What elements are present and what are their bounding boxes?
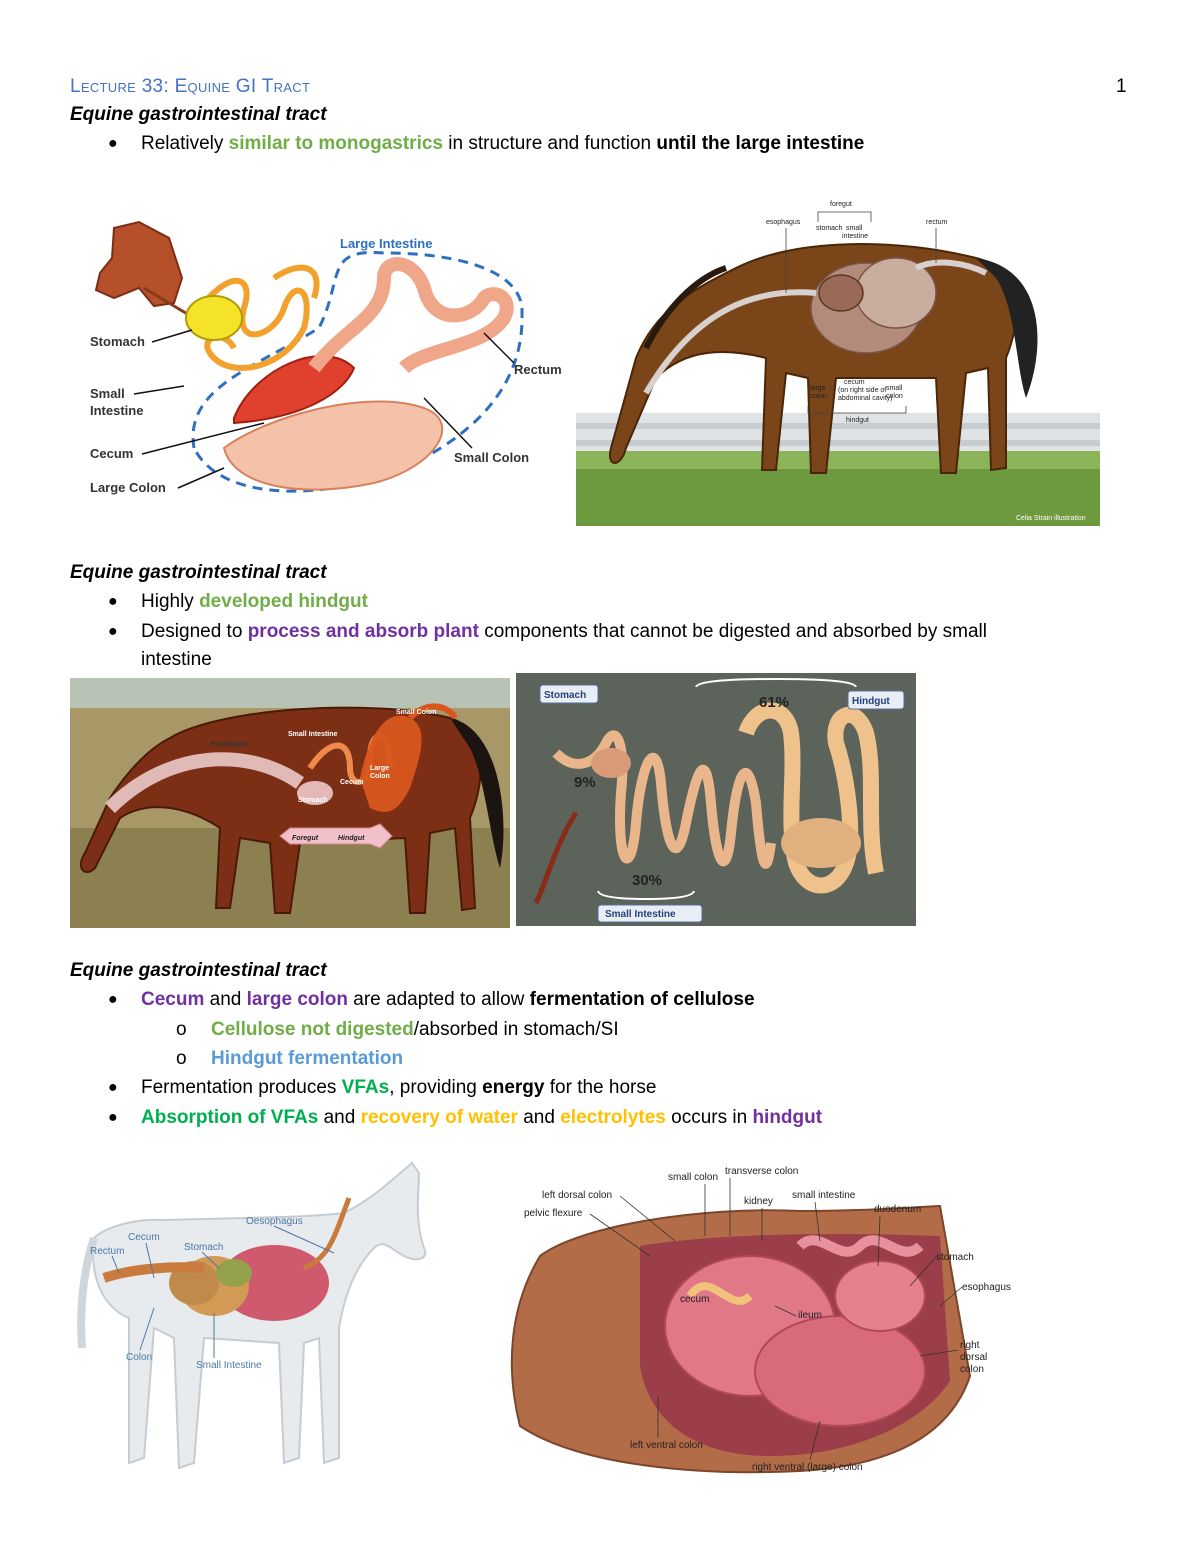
label-stomach: stomach <box>816 225 843 232</box>
text-bold: until the large intestine <box>656 133 865 154</box>
label-hindgut: Hindgut <box>338 835 365 842</box>
text-highlight: Cecum <box>141 989 205 1010</box>
text: occurs in <box>665 1107 753 1128</box>
text: and <box>204 989 247 1010</box>
text: Fermentation produces <box>141 1077 342 1098</box>
label-duodenum: duodenum <box>874 1204 922 1215</box>
label-large-intestine: Large Intestine <box>340 236 433 251</box>
section3-heading: Equine gastrointestinal tract <box>70 960 327 981</box>
horse-overlay-figure <box>70 678 510 928</box>
text-highlight: developed hindgut <box>199 591 368 612</box>
section2-bullet1 <box>108 588 1141 616</box>
label-small-line1: small <box>846 225 863 232</box>
section3-sub1 <box>176 1016 1111 1044</box>
section3-bullet1 <box>108 986 1141 1014</box>
section3-sub2 <box>176 1045 1111 1073</box>
text-highlight: VFAs <box>341 1077 390 1098</box>
label-esophagus: esophagus <box>766 219 801 226</box>
text-highlight: recovery of water <box>360 1107 518 1128</box>
label-kidney: kidney <box>744 1196 773 1207</box>
label-stomach: stomach <box>936 1252 974 1263</box>
text: Relatively <box>141 133 229 154</box>
label-foregut: foregut <box>830 201 852 208</box>
text-highlight: Cellulose not digested <box>211 1019 414 1040</box>
label-large-line1: large <box>810 385 826 392</box>
text-highlight: process and absorb plant <box>247 621 479 642</box>
page-title: Lecture 33: Equine GI Tract <box>70 76 311 97</box>
label-cecum: Cecum <box>90 446 134 461</box>
label-esophagus: Esophagus <box>210 741 248 748</box>
label-stomach: Stomach <box>184 1242 224 1253</box>
text: are adapted to allow <box>347 989 530 1010</box>
text-highlight: Absorption of VFAs <box>141 1107 319 1128</box>
image-credit: Celia Strain illustration <box>1016 515 1086 522</box>
label-small-intestine: Small Intestine <box>288 731 338 738</box>
label-transverse-colon: transverse colon <box>725 1166 799 1177</box>
label-small-line2: intestine <box>842 233 869 240</box>
label-small-line2: Intestine <box>90 403 144 418</box>
label-right-dorsal-line2: dorsal <box>960 1352 988 1363</box>
stomach-shape <box>186 296 242 340</box>
label-hindgut: Hindgut <box>852 696 890 707</box>
text: for the horse <box>544 1077 657 1098</box>
label-left-ventral-colon: left ventral colon <box>630 1440 703 1451</box>
organ-stomach <box>216 1259 252 1287</box>
text-bold: fermentation of cellulose <box>529 989 755 1010</box>
label-pct-30: 30% <box>632 872 663 889</box>
label-small-colon-line2: colon <box>886 393 903 400</box>
label-small-intestine: Small Intestine <box>605 909 676 920</box>
label-stomach: Stomach <box>90 334 145 349</box>
organ-stomach <box>835 1261 925 1331</box>
text: in structure and function <box>443 133 657 154</box>
label-ileum: ileum <box>798 1310 822 1321</box>
horse-head-illustration <box>96 222 182 306</box>
label-pct-9: 9% <box>574 774 596 791</box>
label-small-colon: Small Colon <box>396 709 437 716</box>
label-small-intestine: Small Intestine <box>196 1360 262 1371</box>
label-colon: Colon <box>126 1352 153 1363</box>
label-large-line1: Large <box>370 765 390 772</box>
label-large-colon: Large Colon <box>90 480 166 495</box>
text: /absorbed in stomach/SI <box>413 1019 619 1040</box>
text-highlight: electrolytes <box>560 1107 666 1128</box>
bullet-dot: ● <box>108 593 118 610</box>
text: Highly <box>141 591 200 612</box>
label-stomach: Stomach <box>544 690 587 701</box>
bullet-dot: ● <box>108 1079 118 1096</box>
label-oesophagus: Oesophagus <box>246 1216 303 1227</box>
label-cecum: Cecum <box>340 779 364 786</box>
stomach-specimen <box>591 748 631 778</box>
label-small-line1: Small <box>90 386 125 401</box>
text: and <box>318 1107 361 1128</box>
colon-loop-shape <box>314 264 507 368</box>
label-rectum: rectum <box>926 219 948 226</box>
label-cecum: cecum <box>680 1294 710 1305</box>
bullet-dot: ● <box>108 623 118 640</box>
bullet-dot: ● <box>108 1109 118 1126</box>
sub-bullet: o <box>176 1048 187 1069</box>
label-rectum: Rectum <box>514 362 562 377</box>
text-bold: energy <box>482 1077 545 1098</box>
label-cecum: cecum <box>844 379 865 386</box>
label-small-colon-line1: small <box>886 385 903 392</box>
text-highlight: similar to monogastrics <box>228 133 443 154</box>
text: , providing <box>389 1077 483 1098</box>
label-cecum: Cecum <box>128 1232 160 1243</box>
label-foregut: Foregut <box>292 835 319 842</box>
label-right-dorsal-line1: right <box>960 1340 980 1351</box>
label-pct-61: 61% <box>759 694 790 711</box>
bullet-dot: ● <box>108 991 118 1008</box>
text: intestine <box>141 649 212 670</box>
gi-schematic-figure <box>84 218 574 518</box>
label-small-colon: Small Colon <box>454 450 530 465</box>
label-stomach: Stomach <box>298 797 328 804</box>
text: Designed to <box>141 621 248 642</box>
page-number: 1 <box>1116 76 1127 97</box>
section1-bullet1 <box>108 130 1141 158</box>
label-rectum: Rectum <box>90 1246 125 1257</box>
label-cecum-note2: abdominal cavity) <box>838 395 893 402</box>
white-horse-organs-figure <box>74 1158 434 1488</box>
organ-stomach <box>819 275 863 311</box>
label-left-dorsal-colon: left dorsal colon <box>542 1190 613 1201</box>
dissected-intestines-figure <box>516 673 916 926</box>
label-right-dorsal-line3: colon <box>960 1364 984 1375</box>
label-small-colon: small colon <box>668 1172 719 1183</box>
label-small-intestine: small intestine <box>792 1190 856 1201</box>
section2-bullet2 <box>108 618 1121 674</box>
label-large-line2: Colon <box>370 773 390 780</box>
text: components that cannot be digested and absorbed by small <box>478 621 987 642</box>
text-highlight: Hindgut fermentation <box>211 1048 404 1069</box>
anatomical-dissection-figure <box>500 1166 1030 1484</box>
label-hindgut: hindgut <box>846 417 869 424</box>
label-pelvic-flexure: pelvic flexure <box>524 1208 583 1219</box>
text-highlight: hindgut <box>752 1107 823 1128</box>
sub-bullet: o <box>176 1019 187 1040</box>
text-highlight: large colon <box>246 989 348 1010</box>
section2-heading: Equine gastrointestinal tract <box>70 562 327 583</box>
label-large-line2: colon <box>810 393 827 400</box>
organ-colon <box>856 258 936 328</box>
label-esophagus: esophagus <box>962 1282 1011 1293</box>
section3-bullet3 <box>108 1104 1141 1132</box>
bullet-dot: ● <box>108 135 118 152</box>
text: and <box>517 1107 561 1128</box>
section1-heading: Equine gastrointestinal tract <box>70 104 327 125</box>
label-right-ventral-colon: right ventral (large) colon <box>752 1462 863 1473</box>
label-cecum-note1: (on right side of <box>838 387 887 394</box>
section3-bullet2 <box>108 1074 1141 1102</box>
organ-right-ventral-colon <box>755 1316 925 1426</box>
grazing-horse-figure <box>576 198 1100 526</box>
